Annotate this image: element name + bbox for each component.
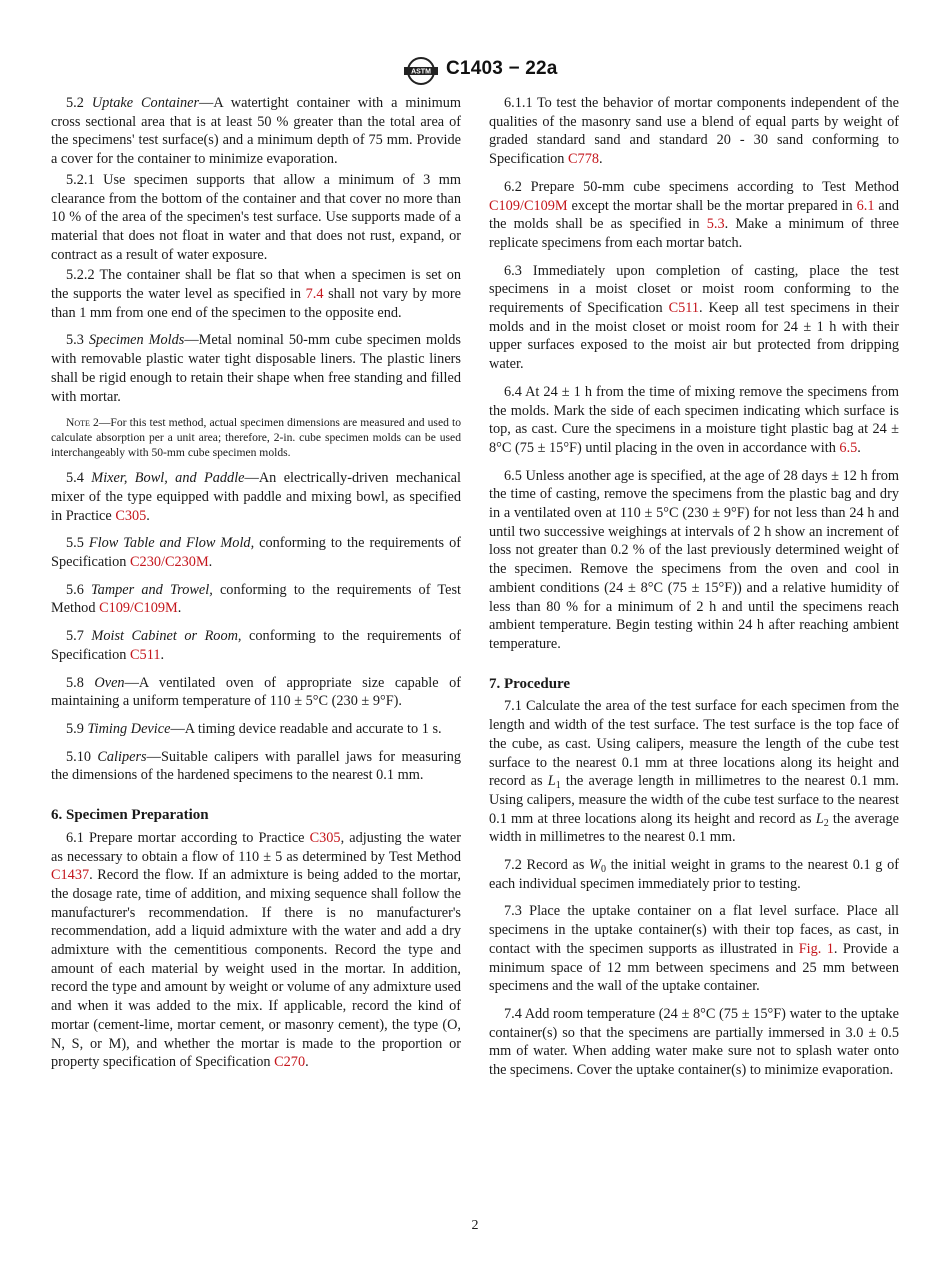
astm-logo-icon (402, 56, 440, 86)
standard-designation: C1403 − 22a (446, 58, 558, 79)
paragraph-6-5: 6.5 Unless another age is specified, at the age of 28 days ± 12 h from the time of casting, remove the specimens from the plastic bag and dry in a ventilated oven at 110 ± 5°C (230 ± 9°F) for not less than 24 h and until two successive weighings at intervals of 2 h show an increment of loss not greater than 0.2 % of the last previously determined weight of the specimen. Remove the specimens from the oven and cool in ambient conditions (24 ± 8°C (75 ± 15°F)) and a relative humidity of less than 80 % for a minimum of 2 h and until the specimens reach ambient temperature. Begin testing within 24 h after reaching ambient temperature. (489, 467, 899, 652)
paragraph-5-2-2: 5.2.2 The container shall be flat so that when a specimen is set on the supports the water level as specified in 7.4 shall not vary by more than 1 mm from one end of the specimen to the opposite end. (51, 267, 461, 321)
paragraph-5-3: 5.3 Specimen Molds—Metal nominal 50-mm cube specimen molds with removable plastic water tight disposable liners. The plastic liners shall be rigid enough to retain their shape when free standing and filled with mortar. (51, 332, 461, 405)
paragraph-6-1-1: 6.1.1 To test the behavior of mortar components independent of the qualities of the masonry sand use a blend of equal parts by weight of graded standard sand and standard 20 - 30 sand conforming to Specification C778. (489, 95, 899, 168)
section-7-heading: 7. Procedure (489, 675, 571, 692)
link-c109[interactable]: C109/C109M (99, 600, 178, 617)
paragraph-5-2-1: 5.2.1 Use specimen supports that allow a minimum of 3 mm clearance from the bottom of the container and that cover no more than 10 % of the area of the specimen's test surface. Use supports made of a material that does not float in water and that does not rust, expand, or contract as a result of water exposure. (51, 171, 461, 263)
note-2: Note 2—For this test method, actual specimen dimensions are measured and used to calculate absorption per a unit area; therefore, 2-in. cube specimen molds can be used interchangeably with 50-mm cube specimen molds. (51, 416, 462, 460)
paragraph-7-2: 7.2 Record as $W_0$ the initial weight in grams to the nearest 0.1 g of each individual specimen immediately prior to testing. (489, 857, 899, 892)
link-c270[interactable]: C270 (274, 1054, 306, 1071)
link-c778[interactable]: C778 (568, 151, 599, 168)
paragraph-7-3: 7.3 Place the uptake container on a flat level surface. Place all specimens in the uptake container(s) with their top faces, as cast, in contact with the specimen supports as illustrated in Fig. 1. Provide a minimum space of 12 mm between specimens and 25 mm between specimens and the wall of the uptake container. (489, 903, 900, 995)
link-7-4[interactable]: 7.4 (305, 286, 324, 303)
paragraph-5-2: 5.2 Uptake Container—A watertight container with a minimum cross sectional area that is at least 50 % greater than the total area of the specimens' test surface(s) and a minimum depth of 75 mm. Provide a cover for the container to minimize evaporation. (51, 95, 461, 168)
paragraph-5-7: 5.7 Moist Cabinet or Room, conforming to the requirements of Specification C511. (51, 628, 462, 663)
paragraph-7-1: 7.1 Calculate the area of the test surface for each specimen from the length and width of the test surface. The test surface is the top face of the cube, as cast. Using calipers, measure the length of the cube test surface to the nearest 0.1 mm at three locations along its height and record as $L_1$ the average length in millimetres to the nearest 0.1 mm. Using calipers, measure the width of the cube test surface to the nearest 0.1 mm at three locations along its height and record as $L_2$ the average width in millimetres to the nearest 0.1 mm. (489, 698, 899, 846)
link-fig-1[interactable]: Fig. 1 (798, 940, 834, 957)
paragraph-5-10: 5.10 Calipers—Suitable calipers with parallel jaws for measuring the dimensions of the hardened specimens to the nearest 0.1 mm. (51, 748, 461, 784)
link-c109[interactable]: C109/C109M (489, 197, 568, 214)
paragraph-5-8: 5.8 Oven—A ventilated oven of appropriate size capable of maintaining a uniform temperature of 110 ± 5°C (230 ± 9°F). (51, 674, 462, 710)
link-c305[interactable]: C305 (309, 829, 341, 846)
link-c305[interactable]: C305 (115, 507, 147, 524)
paragraph-5-5: 5.5 Flow Table and Flow Mold, conforming to the requirements of Specification C230/C230M. (51, 535, 462, 571)
paragraph-6-1: 6.1 Prepare mortar according to Practice C305, adjusting the water as necessary to obtain a flow of 110 ± 5 as determined by Test Method C1437. Record the flow. If an admixture is being added to the mortar, the dosage rate, time of addition, and mixing sequence shall follow the manufacturer's recommendation. If there is no manufacturer's recommendation, add a liquid admixture with the water and add a dry admixture with the cementitious components. Record the type and amount of each material by weight used in the mortar. In addition, record the type and amount by weight or volume of any admixture used and when it was added to the mix. If applicable, record the kind of mortar (cement-lime, mortar cement, or masonry cement), the type (O, N, S, or M), and whether the mortar is made to the proportion or property specification of Specification C270. (51, 829, 461, 1071)
link-c1437[interactable]: C1437 (51, 867, 90, 884)
link-6-5[interactable]: 6.5 (839, 439, 858, 456)
paragraph-5-6: 5.6 Tamper and Trowel, conforming to the requirements of Test Method C109/C109M. (51, 581, 461, 617)
page-header (0, 56, 950, 86)
paragraph-5-4: 5.4 Mixer, Bowl, and Paddle—An electrically-driven mechanical mixer of the type equipped with paddle and mixing bowl, as specified in Practice C305. (51, 470, 461, 524)
right-column (489, 94, 899, 1089)
link-c511[interactable]: C511 (668, 300, 700, 317)
link-c230[interactable]: C230/C230M (130, 554, 209, 571)
link-5-3[interactable]: 5.3 (706, 216, 725, 233)
svg-text:ASTM: ASTM (411, 68, 431, 76)
paragraph-6-2: 6.2 Prepare 50-mm cube specimens according to Test Method C109/C109M except the mortar shall be the mortar prepared in 6.1 and the molds shall be as specified in 5.3. Make a minimum of three replicate specimens from each mortar batch. (489, 178, 899, 251)
left-column (51, 94, 461, 1081)
page-number: 2 (471, 1218, 479, 1233)
link-c511[interactable]: C511 (130, 646, 161, 663)
paragraph-6-3: 6.3 Immediately upon completion of casting, place the test specimens in a moist closet or moist room conforming to the requirements of Specification C511. Keep all test specimens in their molds and in the moist closet or moist room for 24 ± 1 h with their upper surfaces exposed to the moist air but protected from dripping water. (489, 262, 899, 373)
paragraph-5-9: 5.9 Timing Device—A timing device readable and accurate to 1 s. (66, 720, 442, 737)
link-6-1[interactable]: 6.1 (856, 197, 875, 214)
section-6-heading: 6. Specimen Preparation (51, 807, 209, 824)
paragraph-7-4: 7.4 Add room temperature (24 ± 8°C (75 ± 15°F) water to the uptake container(s) so that the specimens are partially immersed in 3.0 ± 0.5 mm of water. When adding water make sure not to splash water onto the specimens. Cover the uptake container(s) to minimize evaporation. (489, 1005, 899, 1079)
paragraph-6-4: 6.4 At 24 ± 1 h from the time of mixing remove the specimens from the molds. Mark the side of each specimen indicating which surface is top, as cast. Cure the specimens in a moisture tight plastic bag at 24 ± 8°C (75 ± 15°F) until placing in the oven in accordance with 6.5. (489, 383, 899, 456)
